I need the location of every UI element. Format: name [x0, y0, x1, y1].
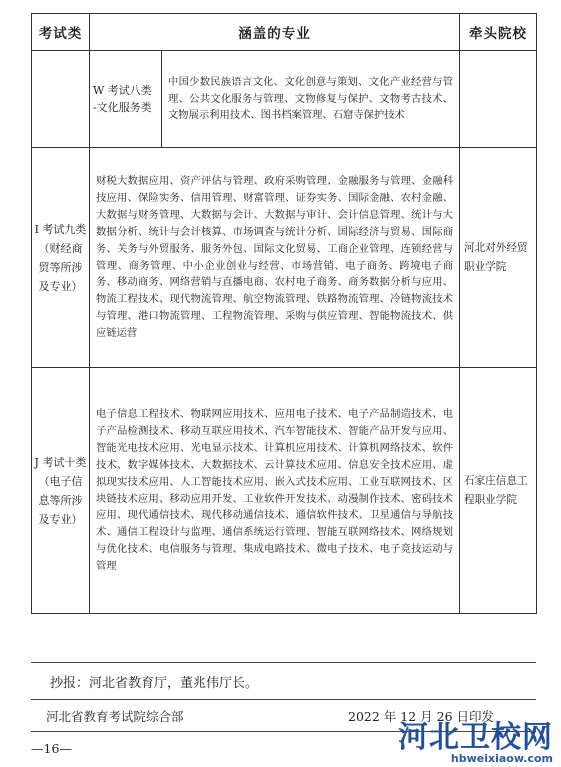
school-cell: 石家庄信息工程职业学院: [460, 368, 537, 614]
table-row: [32, 368, 537, 614]
header-school: 牵头院校: [460, 14, 537, 51]
table-row: [32, 51, 537, 148]
page-number: —16—: [31, 741, 72, 756]
majors-text: 中国少数民族语言文化、文化创意与策划、文化产业经营与管理、公共文化服务与管理、文物修复与保护、文物考古技术、文物展示利用技术、图书档案管理、石窟寺保护技术: [168, 75, 453, 122]
table-header-row: [32, 14, 537, 51]
watermark-logo: [398, 720, 553, 765]
school-cell: [460, 51, 537, 148]
watermark-url: hbweixiaow.com: [450, 752, 553, 765]
school-cell: 河北对外经贸职业学院: [460, 148, 537, 368]
divider-top: [31, 662, 536, 663]
inner-category: W 考试八类 -文化服务类: [90, 51, 162, 147]
header-majors: 涵盖的专业: [90, 14, 460, 51]
major-table: [31, 13, 537, 614]
watermark-title: 河北卫校网: [398, 720, 553, 755]
issue-date: 2022 年 12 月 26 日印发: [348, 709, 494, 724]
divider-middle: [31, 699, 536, 700]
header-category: 考试类: [32, 14, 90, 51]
category-cell: I 考试九类（财经商贸等所涉及专业）: [32, 148, 90, 368]
issuer: 河北省教育考试院综合部: [46, 709, 184, 724]
majors-text: 电子信息工程技术、物联网应用技术、应用电子技术、电子产品制造技术、电子产品检测技术、移动互联应用技术、汽车智能技术、智能产品开发与应用、智能光电技术应用、光电显示技术、计算机应用技术、计算机网络技术、软件技术、数字媒体技术、大数据技术、云计算技术应用、信息安全技术应用、虚拟现实技术应用、人工智能技术应用、嵌入式技术应用、工业互联网技术、区块链技术应用、移动应用开发、工业软件开发技术、动漫制作技术、密码技术应用、现代通信技术、现代移动通信技术、通信软件技术、卫星通信与导航技术、通信工程设计与监理、通信系统运行管理、智能互联网络技术、网络规划与优化技术、电信服务与管理、集成电路技术、微电子技术、电子竞技运动与管理: [90, 368, 460, 614]
category-cell: J 考试十类（电子信息等所涉及专业）: [32, 368, 90, 614]
table-row: [32, 148, 537, 368]
majors-text: 财税大数据应用、资产评估与管理、政府采购管理、金融服务与管理、金融科技应用、保险实务、信用管理、财富管理、证券实务、国际金融、农村金融、大数据与财务管理、大数据与会计、大数据与审计、会计信息管理、统计与大数据分析、统计与会计核算、市场调查与统计分析、国际经济与贸易、国际商务、关务与外贸服务、服务外包、国际文化贸易、工商企业管理、连锁经营与管理、商务管理、中小企业创业与经营、市场营销、电子商务、跨境电子商务、移动商务、网络营销与直播电商、农村电子商务、商务数据分析与应用、物流工程技术、现代物流管理、航空物流管理、铁路物流管理、冷链物流技术与管理、港口物流管理、工程物流管理、采购与供应管理、智能物流技术、供应链运营: [90, 148, 460, 368]
cc-line: 抄报：河北省教育厅，董兆伟厅长。: [50, 676, 259, 691]
category-cell: [32, 51, 90, 148]
majors-cell-split: [90, 51, 460, 148]
